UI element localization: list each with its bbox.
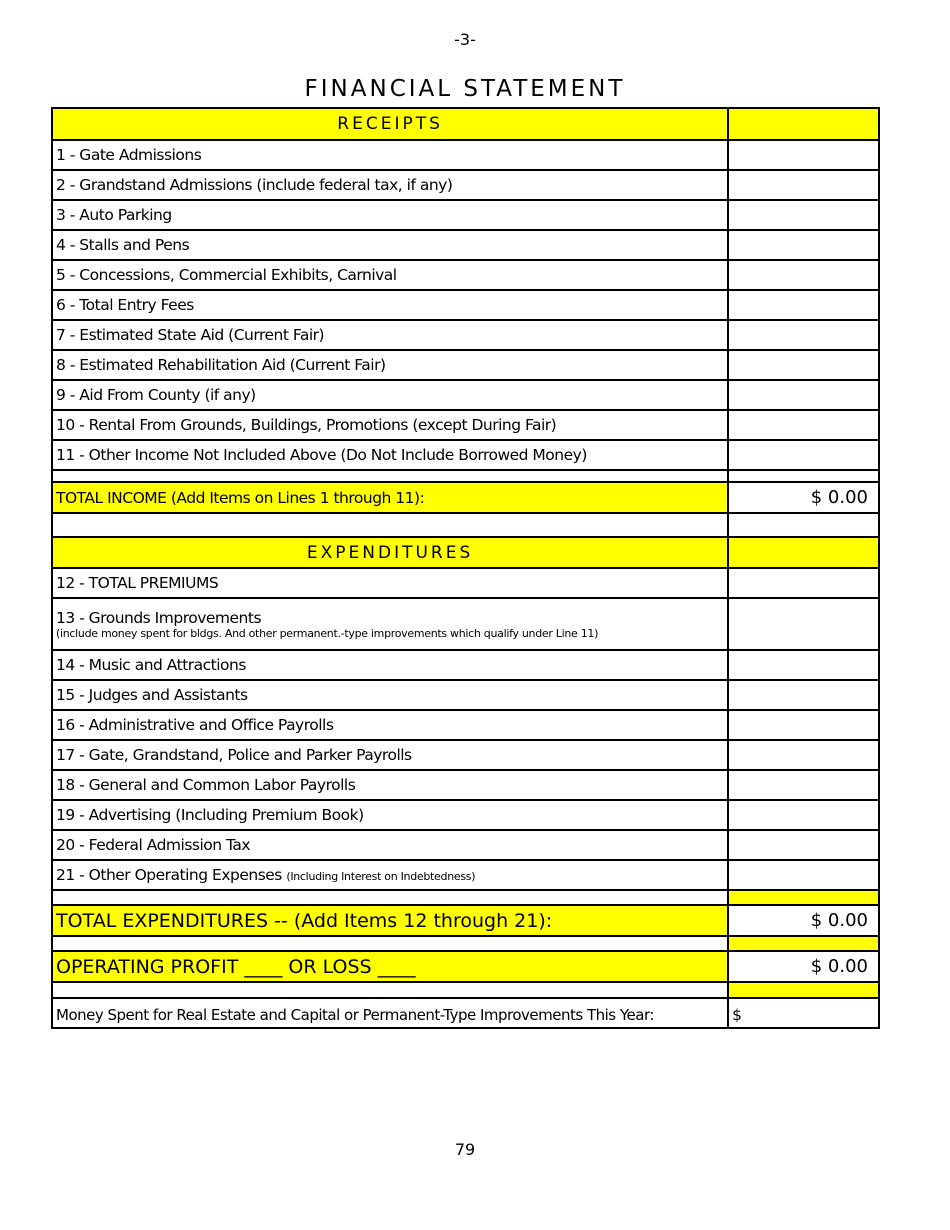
expenditure-line-20-label: 20 - Federal Admission Tax [52,830,728,860]
receipt-line-4 [52,230,879,260]
receipt-line-3-label: 3 - Auto Parking [52,200,728,230]
spacer-row-3-amount [728,890,879,905]
expenditure-line-15-amount[interactable] [728,680,879,710]
receipt-line-5-amount[interactable] [728,260,879,290]
receipt-line-2-amount[interactable] [728,170,879,200]
receipt-line-6-amount[interactable] [728,290,879,320]
expenditure-line-21-label [52,860,728,890]
expenditure-line-15-label: 15 - Judges and Assistants [52,680,728,710]
expenditure-line-21 [52,860,879,890]
expenditure-line-16 [52,710,879,740]
spacer-row-3-label [52,890,728,905]
expenditures-header-row-label: EXPENDITURES [52,537,728,568]
total-expenditures-row-amount: $ 0.00 [728,905,879,936]
expenditure-line-18-label: 18 - General and Common Labor Payrolls [52,770,728,800]
receipts-header-amount [728,108,879,140]
real-estate-row-label: Money Spent for Real Estate and Capital or Permanent-Type Improvements This Year: [52,998,728,1028]
receipt-line-3-amount[interactable] [728,200,879,230]
spacer-row-2-label [52,513,728,537]
receipt-line-7 [52,320,879,350]
operating-profit-row-amount: $ 0.00 [728,951,879,982]
receipt-line-10 [52,410,879,440]
spacer-row-4-amount [728,936,879,951]
receipt-line-8 [52,350,879,380]
total-expenditures-row-label: TOTAL EXPENDITURES -- (Add Items 12 through 21): [52,905,728,936]
expenditures-header-row [52,537,879,568]
expenditure-line-17 [52,740,879,770]
spacer-row-1 [52,470,879,482]
expenditure-13-note: (include money spent for bldgs. And other permanent.-type improvements which qualify under Line 11) [56,626,599,640]
receipt-line-10-label: 10 - Rental From Grounds, Buildings, Promotions (except During Fair) [52,410,728,440]
expenditure-line-16-label: 16 - Administrative and Office Payrolls [52,710,728,740]
spacer-row-3 [52,890,879,905]
expenditure-line-20-amount[interactable] [728,830,879,860]
receipt-line-1-amount[interactable] [728,140,879,170]
spacer-row-5 [52,982,879,998]
receipt-line-6-label: 6 - Total Entry Fees [52,290,728,320]
spacer-row-1-amount [728,470,879,482]
expenditure-line-20 [52,830,879,860]
expenditure-line-17-label: 17 - Gate, Grandstand, Police and Parker Payrolls [52,740,728,770]
receipts-header-row [52,108,879,140]
spacer-row-5-amount [728,982,879,998]
expenditure-line-15 [52,680,879,710]
receipt-line-5 [52,260,879,290]
page-number-top: -3- [454,30,476,49]
expenditure-line-16-amount[interactable] [728,710,879,740]
spacer-row-4-label [52,936,728,951]
receipts-header: RECEIPTS [52,108,728,140]
receipt-line-5-label: 5 - Concessions, Commercial Exhibits, Carnival [52,260,728,290]
real-estate-row-amount[interactable]: $ [728,998,879,1028]
total-income-row [52,482,879,513]
expenditure-line-19-amount[interactable] [728,800,879,830]
spacer-row-2 [52,513,879,537]
expenditure-line-13 [52,598,879,650]
receipt-line-11 [52,440,879,470]
receipt-line-10-amount[interactable] [728,410,879,440]
expenditure-line-12 [52,568,879,598]
operating-profit-row [52,951,879,982]
expenditure-line-12-label: 12 - TOTAL PREMIUMS [52,568,728,598]
expenditure-line-18-amount[interactable] [728,770,879,800]
expenditure-line-19 [52,800,879,830]
receipt-line-9-label: 9 - Aid From County (if any) [52,380,728,410]
expenditure-line-14-label: 14 - Music and Attractions [52,650,728,680]
total-income-row-label: TOTAL INCOME (Add Items on Lines 1 through 11): [52,482,728,513]
expenditure-line-17-amount[interactable] [728,740,879,770]
expenditure-line-18 [52,770,879,800]
expenditure-line-14-amount[interactable] [728,650,879,680]
spacer-row-5-label [52,982,728,998]
spacer-row-4 [52,936,879,951]
page-number-bottom: 79 [454,1140,476,1159]
receipt-line-2 [52,170,879,200]
receipt-line-8-label: 8 - Estimated Rehabilitation Aid (Current Fair) [52,350,728,380]
receipt-line-1-label: 1 - Gate Admissions [52,140,728,170]
expenditure-13-title: 13 - Grounds Improvements [56,608,262,627]
expenditure-line-13-label [52,598,728,650]
total-expenditures-row [52,905,879,936]
receipt-line-7-amount[interactable] [728,320,879,350]
receipt-line-3 [52,200,879,230]
expenditure-line-12-amount[interactable] [728,568,879,598]
receipt-line-4-amount[interactable] [728,230,879,260]
page-title: FINANCIAL STATEMENT [304,76,626,102]
receipt-line-4-label: 4 - Stalls and Pens [52,230,728,260]
receipt-line-8-amount[interactable] [728,350,879,380]
expenditure-line-14 [52,650,879,680]
financial-statement-table [51,107,880,1029]
spacer-row-2-amount [728,513,879,537]
receipt-line-2-label: 2 - Grandstand Admissions (include federal tax, if any) [52,170,728,200]
receipt-line-6 [52,290,879,320]
real-estate-row [52,998,879,1028]
operating-profit-row-label: OPERATING PROFIT ____ OR LOSS ____ [52,951,728,982]
receipt-line-11-amount[interactable] [728,440,879,470]
expenditure-line-13-amount[interactable] [728,598,879,650]
expenditure-line-21-amount[interactable] [728,860,879,890]
expenditure-line-19-label: 19 - Advertising (Including Premium Book) [52,800,728,830]
total-income-row-amount: $ 0.00 [728,482,879,513]
receipt-line-11-label: 11 - Other Income Not Included Above (Do Not Include Borrowed Money) [52,440,728,470]
receipt-line-7-label: 7 - Estimated State Aid (Current Fair) [52,320,728,350]
expenditure-21-title: 21 - Other Operating Expenses [56,866,282,884]
expenditures-header-row-amount [728,537,879,568]
receipt-line-9 [52,380,879,410]
receipt-line-1 [52,140,879,170]
spacer-row-1-label [52,470,728,482]
receipt-line-9-amount[interactable] [728,380,879,410]
expenditure-21-note: (Including Interest on Indebtedness) [286,870,476,883]
